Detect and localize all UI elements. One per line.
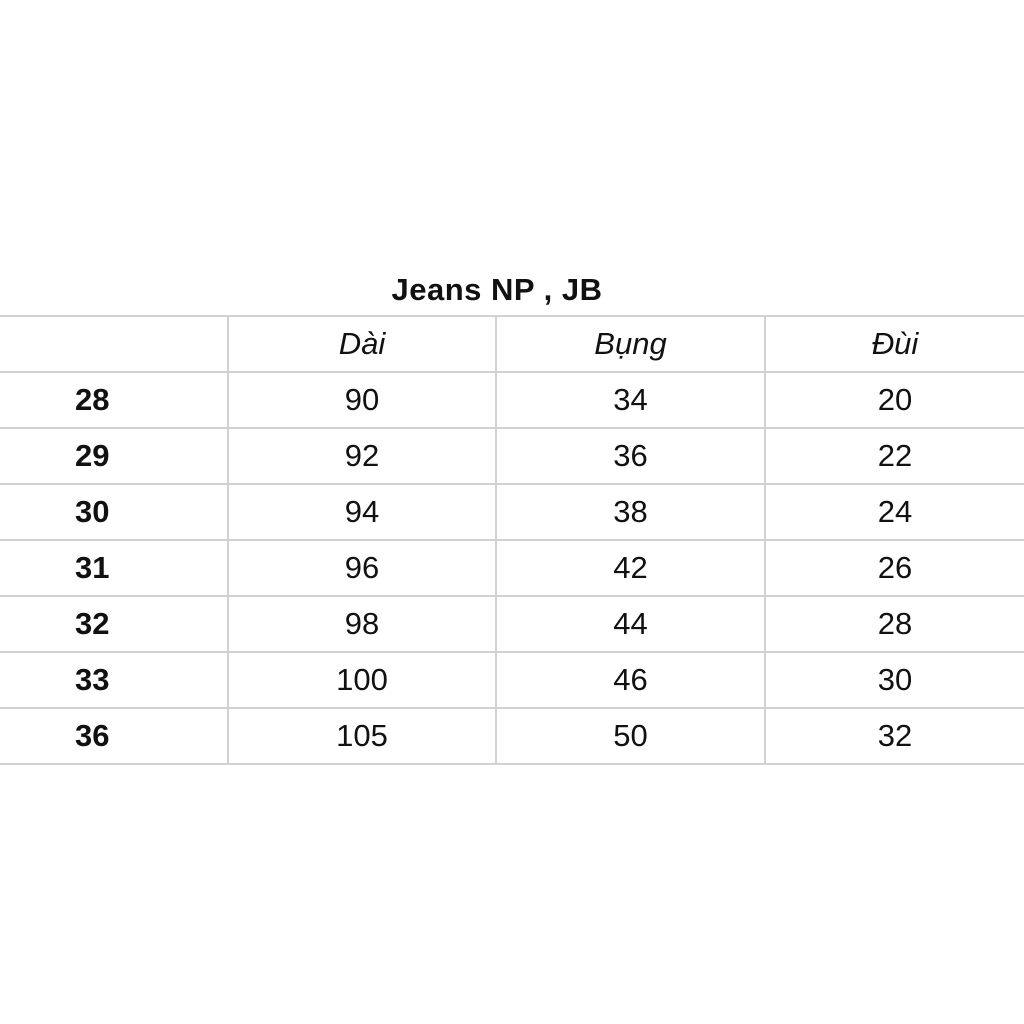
size-cell: 32 xyxy=(0,596,228,652)
dui-cell: 32 xyxy=(765,708,1024,764)
dai-cell: 94 xyxy=(228,484,496,540)
table-row xyxy=(0,540,1024,596)
table-row xyxy=(0,652,1024,708)
table-row xyxy=(0,596,1024,652)
bung-cell: 50 xyxy=(496,708,765,764)
dui-cell: 28 xyxy=(765,596,1024,652)
dui-cell: 26 xyxy=(765,540,1024,596)
header-row xyxy=(0,316,1024,372)
table-row xyxy=(0,484,1024,540)
dai-cell: 100 xyxy=(228,652,496,708)
header-cell-bung: Bụng xyxy=(496,316,765,372)
table-row xyxy=(0,428,1024,484)
dui-cell: 22 xyxy=(765,428,1024,484)
size-cell: 29 xyxy=(0,428,228,484)
size-cell: 28 xyxy=(0,372,228,428)
dai-cell: 92 xyxy=(228,428,496,484)
size-cell: 36 xyxy=(0,708,228,764)
header-cell-dui: Đùi xyxy=(765,316,1024,372)
table-row xyxy=(0,708,1024,764)
bung-cell: 36 xyxy=(496,428,765,484)
bung-cell: 34 xyxy=(496,372,765,428)
table-title: Jeans NP , JB xyxy=(391,272,603,307)
size-chart-table xyxy=(0,315,1024,765)
header-cell-dai: Dài xyxy=(228,316,496,372)
dai-cell: 90 xyxy=(228,372,496,428)
dui-cell: 30 xyxy=(765,652,1024,708)
size-cell: 30 xyxy=(0,484,228,540)
bung-cell: 44 xyxy=(496,596,765,652)
dai-cell: 96 xyxy=(228,540,496,596)
table-row xyxy=(0,372,1024,428)
bung-cell: 42 xyxy=(496,540,765,596)
bung-cell: 38 xyxy=(496,484,765,540)
header-cell-size xyxy=(0,316,228,372)
size-cell: 33 xyxy=(0,652,228,708)
size-cell: 31 xyxy=(0,540,228,596)
dai-cell: 105 xyxy=(228,708,496,764)
dai-cell: 98 xyxy=(228,596,496,652)
dui-cell: 24 xyxy=(765,484,1024,540)
bung-cell: 46 xyxy=(496,652,765,708)
dui-cell: 20 xyxy=(765,372,1024,428)
